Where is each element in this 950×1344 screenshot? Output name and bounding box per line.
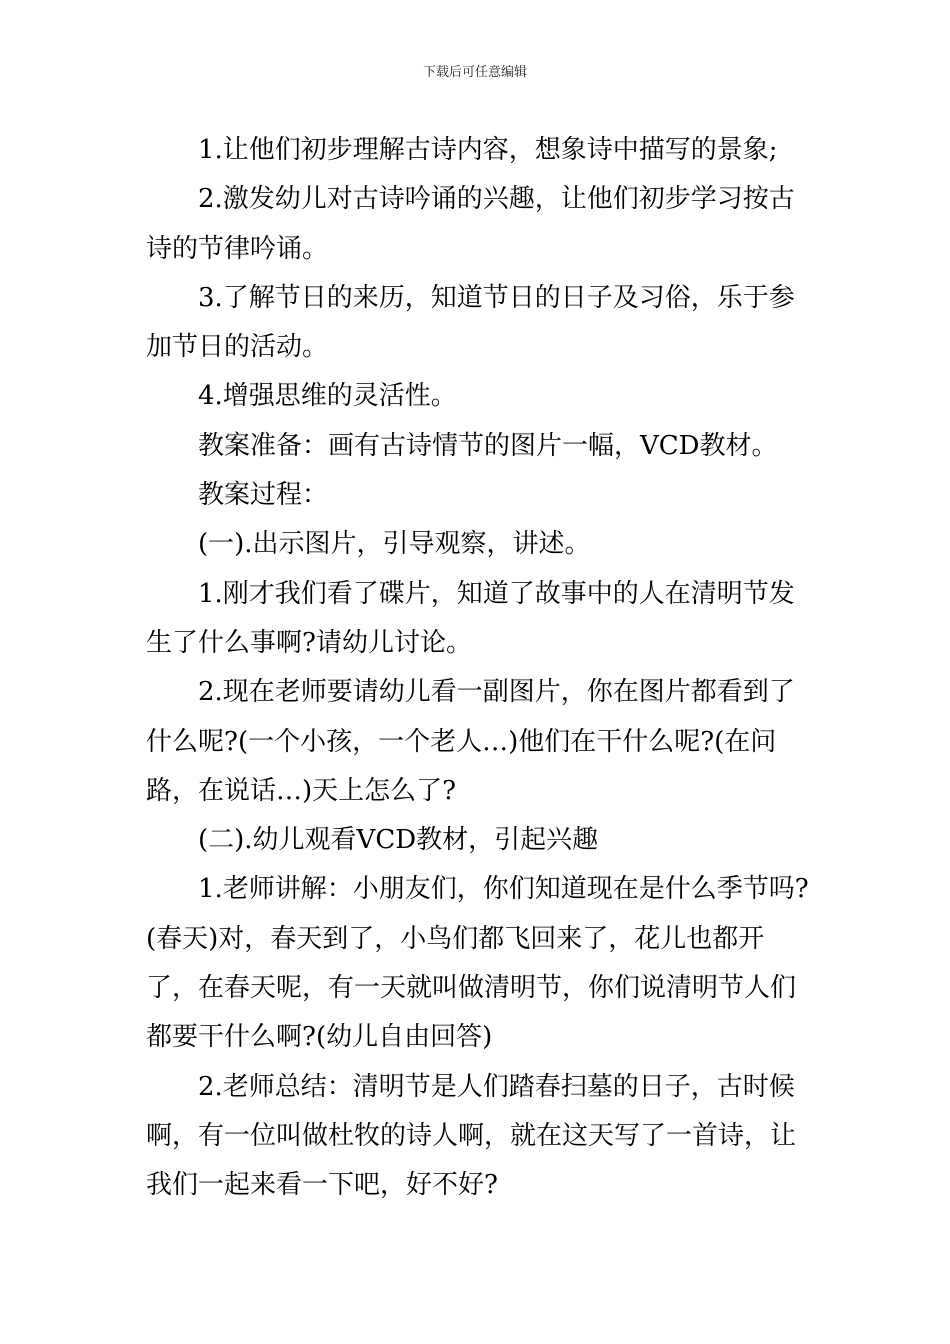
paragraph-goal-1: 1.让他们初步理解古诗内容，想象诗中描写的景象; <box>198 135 778 165</box>
paragraph-goal-2: 2.激发幼儿对古诗吟诵的兴趣，让他们初步学习按古诗的节律吟诵。 <box>146 184 795 264</box>
paragraph-goal-4: 4.增强思维的灵活性。 <box>198 381 457 412</box>
paragraph-section-2-step-2: 2.老师总结：清明节是人们踏春扫墓的日子，古时候啊，有一位叫做杜牧的诗人啊，就在这天写了一首诗，让我们一起来看一下吧，好不好? <box>146 1071 797 1201</box>
paragraph-section-1-step-1: 1.刚才我们看了碟片，知道了故事中的人在清明节发生了什么事啊?请幼儿讨论。 <box>146 578 795 658</box>
paragraph-process-heading: 教案过程： <box>198 480 329 511</box>
paragraph-preparation: 教案准备：画有古诗情节的图片一幅，VCD教材。 <box>198 430 778 461</box>
paragraph-section-2-heading: (二).幼儿观看VCD教材，引起兴趣 <box>198 825 599 856</box>
paragraph-goal-3: 3.了解节日的来历，知道节日的日子及习俗，乐于参加节日的活动。 <box>146 282 795 363</box>
paragraph-section-1-step-2: 2.现在老师要请幼儿看一副图片，你在图片都看到了什么呢?(一个小孩，一个老人…)他们在干什么呢?(在问路，在说话…)天上怎么了? <box>146 677 795 806</box>
paragraph-section-2-step-1: 1.老师讲解：小朋友们，你们知道现在是什么季节吗?(春天)对，春天到了，小鸟们都飞回来了，花儿也都开了，在春天呢，有一天就叫做清明节，你们说清明节人们都要干什么啊?(幼儿自由回答) <box>146 874 809 1053</box>
document-body <box>146 126 816 1211</box>
paragraph-section-1-heading: (一).出示图片，引导观察，讲述。 <box>198 529 591 560</box>
page-header: 下载后可任意编辑 <box>422 65 527 80</box>
